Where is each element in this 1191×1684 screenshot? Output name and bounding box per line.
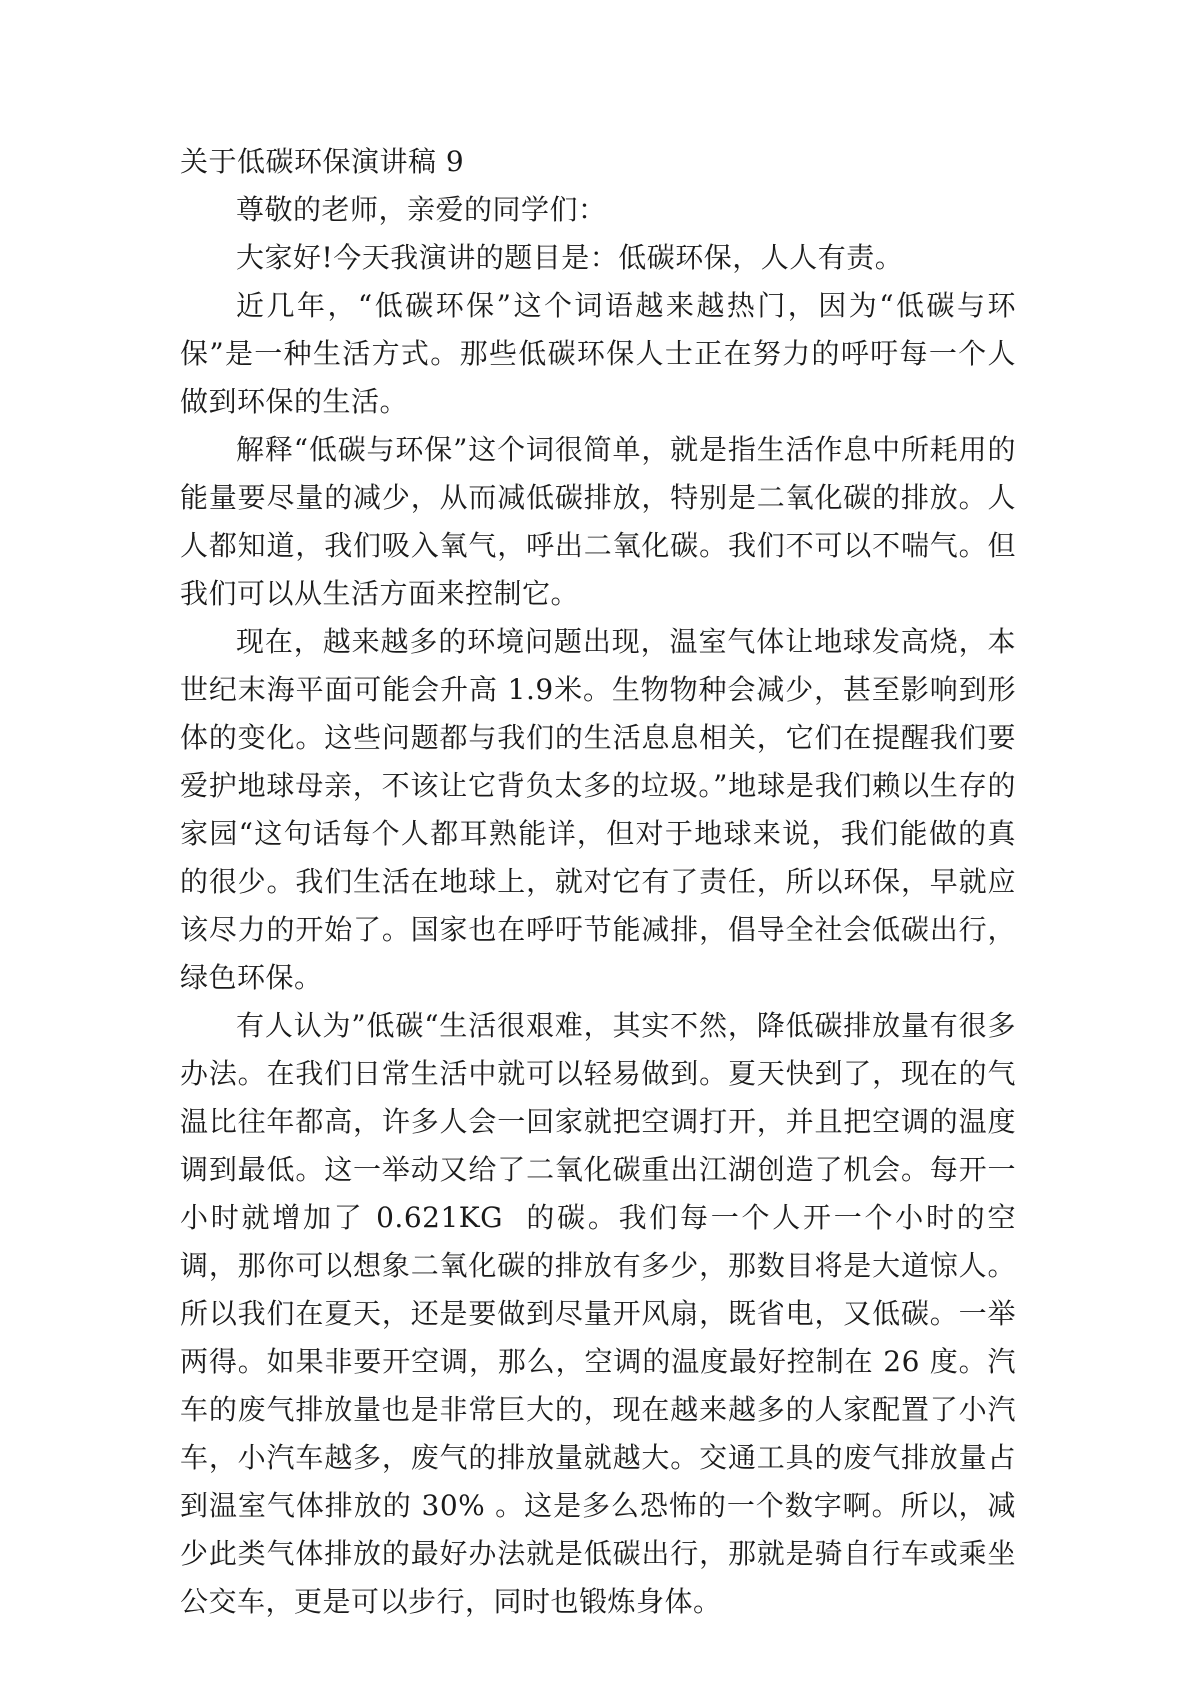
- paragraph-salutation: 尊敬的老师，亲爱的同学们：: [236, 193, 607, 226]
- paragraph-greeting: 大家好!今天我演讲的题目是：低碳环保，人人有责。: [236, 241, 904, 274]
- document-body: [180, 138, 1016, 1626]
- paragraph-solutions: 有人认为”低碳“生活很艰难，其实不然，降低碳排放量有很多办法。在我们日常生活中就可以轻易做到。夏天快到了，现在的气温比往年都高，许多人会一回家就把空调打开，并且把空调的温度调到最低。这一举动又给了二氧化碳重出江湖创造了机会。每开一小时就增加了 0.621KG 的碳。我们每一个人开一个小时的空调，那你可以想象二氧化碳的排放有多少，那数目将是大道惊人。所以我们在夏天，还是要做到尽量开风扇，既省电，又低碳。一举两得。如果非要开空调，那么，空调的温度最好控制在 26 度。汽车的废气排放量也是非常巨大的，现在越来越多的人家配置了小汽车，小汽车越多，废气的排放量就越大。交通工具的废气排放量占到温室气体排放的 30% 。这是多么恐怖的一个数字啊。所以，减少此类气体排放的最好办法就是低碳出行，那就是骑自行车或乘坐公交车，更是可以步行，同时也锻炼身体。: [180, 1009, 1016, 1618]
- paragraph-definition: 解释“低碳与环保”这个词很简单，就是指生活作息中所耗用的能量要尽量的减少，从而减低碳排放，特别是二氧化碳的排放。人人都知道，我们吸入氧气，呼出二氧化碳。我们不可以不喘气。但我们可以从生活方面来控制它。: [180, 433, 1016, 610]
- document-title: 关于低碳环保演讲稿 9: [180, 145, 465, 178]
- paragraph-problems: 现在，越来越多的环境问题出现，温室气体让地球发高烧，本世纪末海平面可能会升高 1.9米。生物物种会减少，甚至影响到形体的变化。这些问题都与我们的生活息息相关，它们在提醒我们要爱护地球母亲，不该让它背负太多的垃圾。”地球是我们赖以生存的家园“这句话每个人都耳熟能详，但对于地球来说，我们能做的真的很少。我们生活在地球上，就对它有了责任，所以环保，早就应该尽力的开始了。国家也在呼吁节能减排，倡导全社会低碳出行，绿色环保。: [180, 625, 1016, 994]
- paragraph-intro: 近几年，“低碳环保”这个词语越来越热门，因为“低碳与环保”是一种生活方式。那些低碳环保人士正在努力的呼吁每一个人做到环保的生活。: [180, 289, 1016, 418]
